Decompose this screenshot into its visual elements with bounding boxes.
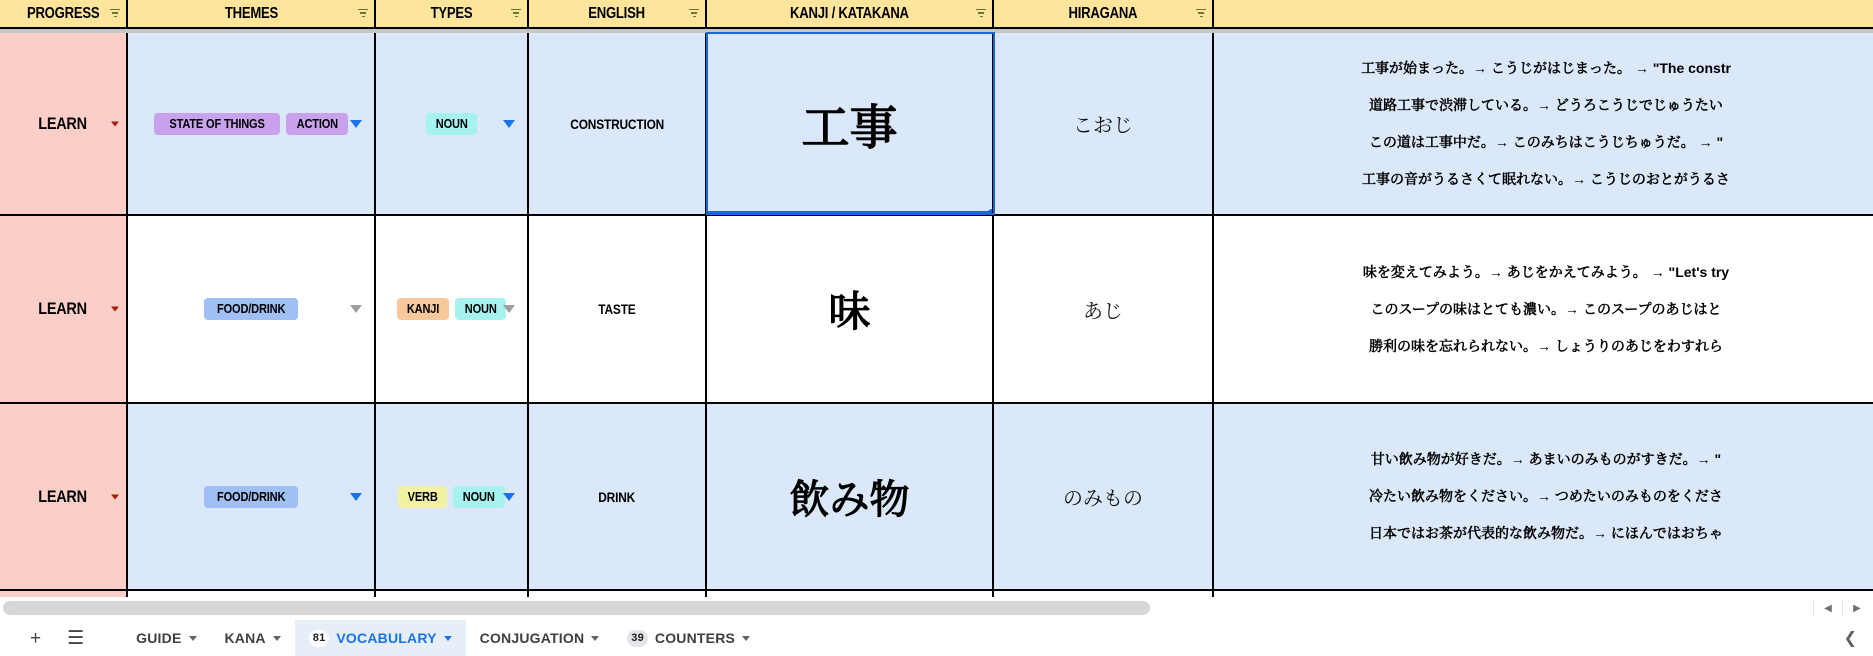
header-label-themes: THEMES	[224, 4, 278, 22]
theme-chip-label: FOOD/DRINK	[216, 488, 286, 504]
kanji-cell[interactable]	[707, 216, 994, 402]
hiragana-cell[interactable]	[994, 33, 1214, 214]
tab-label: KANA	[224, 630, 266, 646]
themes-cell[interactable]	[128, 33, 376, 214]
header-cell-progress[interactable]	[0, 0, 128, 27]
add-sheet-icon[interactable]: +	[30, 627, 42, 649]
examples-cell[interactable]	[1214, 216, 1873, 402]
kanji-cell-selected[interactable]	[707, 33, 994, 214]
chevron-down-icon	[444, 636, 452, 641]
tab-badge: 81	[309, 630, 330, 647]
example-sentence: 冷たい飲み物をください。→ つめたいのみものをくださ	[1369, 488, 1723, 504]
table-row	[0, 216, 1873, 404]
scroll-buttons	[1813, 599, 1871, 617]
type-chip-label: KANJI	[406, 301, 439, 316]
kanji-value: 味	[828, 288, 871, 335]
kanji-value: 飲み物	[789, 478, 910, 522]
type-chip[interactable]	[455, 298, 506, 320]
tab-badge: 39	[627, 630, 648, 647]
hiragana-value: のみもの	[1063, 488, 1143, 510]
example-sentence: 日本ではお茶が代表的な飲み物だ。→ にほんではおちゃ	[1369, 525, 1723, 541]
tab-guide[interactable]	[122, 620, 210, 656]
theme-chip[interactable]	[154, 113, 280, 135]
scroll-right-button[interactable]: ▶	[1842, 599, 1871, 617]
table-row	[0, 404, 1873, 591]
chevron-down-icon[interactable]	[503, 305, 515, 313]
english-cell[interactable]	[529, 33, 707, 214]
examples-cell[interactable]	[1214, 33, 1873, 214]
hiragana-value: こおじ	[1073, 115, 1133, 137]
fill-handle[interactable]	[987, 209, 994, 214]
horizontal-scrollbar-thumb[interactable]	[3, 601, 1150, 615]
header-label-kanji-katakana: KANJI / KATAKANA	[790, 4, 909, 22]
hiragana-cell[interactable]	[994, 404, 1214, 589]
kanji-value: 工事	[801, 102, 898, 155]
progress-cell[interactable]	[0, 216, 128, 402]
type-chip-label: NOUN	[463, 488, 496, 504]
example-sentence: このスープの味はとても濃い。→ このスープのあじはと	[1370, 300, 1722, 317]
example-sentence: 勝利の味を忘れられない。→ しょうりのあじをわすれら	[1369, 337, 1723, 354]
progress-value: LEARN	[38, 299, 88, 318]
examples-cell[interactable]	[1214, 404, 1873, 589]
filter-icon[interactable]	[975, 9, 987, 19]
theme-chip-label: FOOD/DRINK	[216, 301, 286, 316]
progress-cell[interactable]	[0, 404, 128, 589]
tab-conjugation[interactable]	[466, 620, 614, 656]
filter-icon[interactable]	[688, 9, 700, 19]
english-value: TASTE	[598, 301, 636, 317]
filter-icon[interactable]	[1195, 9, 1207, 19]
chevron-down-icon[interactable]	[350, 120, 362, 128]
horizontal-scrollbar	[0, 597, 1873, 620]
tab-label: COUNTERS	[654, 630, 736, 646]
header-row	[0, 0, 1873, 29]
type-chip[interactable]	[426, 113, 477, 135]
example-sentence: 工事が始まった。→ こうじがはじまった。 → "The constr	[1361, 59, 1731, 76]
hiragana-value: あじ	[1083, 300, 1123, 323]
progress-dropdown-icon[interactable]	[111, 121, 119, 126]
tab-vocabulary[interactable]	[295, 620, 466, 656]
filter-icon[interactable]	[357, 9, 369, 19]
header-cell-types[interactable]	[376, 0, 529, 27]
tab-label: CONJUGATION	[479, 630, 585, 646]
sheet-tab-bar	[0, 620, 1873, 656]
progress-value: LEARN	[38, 486, 88, 506]
theme-chip-label: ACTION	[296, 115, 338, 131]
themes-cell[interactable]	[128, 216, 376, 402]
progress-value: LEARN	[38, 113, 88, 133]
header-label-types: TYPES	[430, 4, 473, 22]
type-chip[interactable]	[397, 298, 449, 320]
type-chip-label: NOUN	[464, 301, 497, 316]
example-sentence: 味を変えてみよう。→ あじをかえてみよう。 → "Let's try	[1362, 263, 1730, 280]
chevron-down-icon	[189, 636, 197, 641]
header-label-hiragana: HIRAGANA	[1068, 4, 1138, 22]
type-chip-label: VERB	[407, 488, 438, 504]
type-chip-label: NOUN	[435, 115, 468, 131]
english-value: DRINK	[598, 488, 636, 505]
header-label-english: ENGLISH	[588, 4, 646, 22]
type-chip[interactable]	[453, 486, 504, 508]
example-sentence: 工事の音がうるさくて眠れない。→ こうじのおとがうるさ	[1362, 170, 1730, 187]
tab-label: GUIDE	[136, 630, 182, 646]
english-cell[interactable]	[529, 216, 707, 402]
header-label-progress: PROGRESS	[26, 4, 100, 22]
hiragana-cell[interactable]	[994, 216, 1214, 402]
theme-chip[interactable]	[286, 113, 349, 135]
chevron-down-icon	[742, 636, 750, 641]
chevron-down-icon	[273, 636, 281, 641]
tab-counters[interactable]	[613, 620, 764, 656]
filter-icon[interactable]	[510, 9, 522, 19]
kanji-cell[interactable]	[707, 404, 994, 589]
all-sheets-menu-icon[interactable]: ☰	[67, 627, 85, 649]
chevron-down-icon	[591, 636, 599, 641]
collapse-panel-icon[interactable]: ❮	[1843, 630, 1857, 647]
header-cell-themes[interactable]	[128, 0, 376, 27]
types-cell[interactable]	[376, 33, 529, 214]
tab-label: VOCABULARY	[336, 630, 437, 646]
chevron-down-icon[interactable]	[350, 493, 362, 501]
header-cell-hiragana[interactable]	[994, 0, 1214, 27]
chevron-down-icon[interactable]	[503, 493, 515, 501]
chevron-down-icon[interactable]	[350, 305, 362, 313]
header-cell-kanji-katakana[interactable]	[707, 0, 994, 27]
types-cell[interactable]	[376, 216, 529, 402]
filter-icon[interactable]	[109, 9, 121, 19]
type-chip[interactable]	[398, 486, 447, 508]
progress-dropdown-icon[interactable]	[111, 307, 119, 312]
header-cell-examples[interactable]	[1214, 0, 1873, 27]
header-cell-english[interactable]	[529, 0, 707, 27]
table-row	[0, 33, 1873, 216]
progress-dropdown-icon[interactable]	[111, 494, 119, 499]
example-sentence: この道は工事中だ。→ このみちはこうじちゅうだ。 → "	[1368, 133, 1724, 150]
theme-chip-label: STATE OF THINGS	[169, 115, 265, 131]
progress-cell[interactable]	[0, 33, 128, 214]
types-cell[interactable]	[376, 404, 529, 589]
selection-border	[707, 211, 992, 214]
tab-kana[interactable]	[211, 620, 295, 656]
chevron-down-icon[interactable]	[503, 120, 515, 128]
example-sentence: 道路工事で渋滞している。→ どうろこうじでじゅうたい	[1369, 96, 1723, 113]
english-cell[interactable]	[529, 404, 707, 589]
english-value: CONSTRUCTION	[570, 115, 664, 132]
example-sentence: 甘い飲み物が好きだ。→ あまいのみものがすきだ。→ "	[1370, 451, 1722, 467]
theme-chip[interactable]	[204, 298, 298, 320]
themes-cell[interactable]	[128, 404, 376, 589]
theme-chip[interactable]	[204, 486, 298, 508]
scroll-left-button[interactable]: ◀	[1813, 599, 1842, 617]
